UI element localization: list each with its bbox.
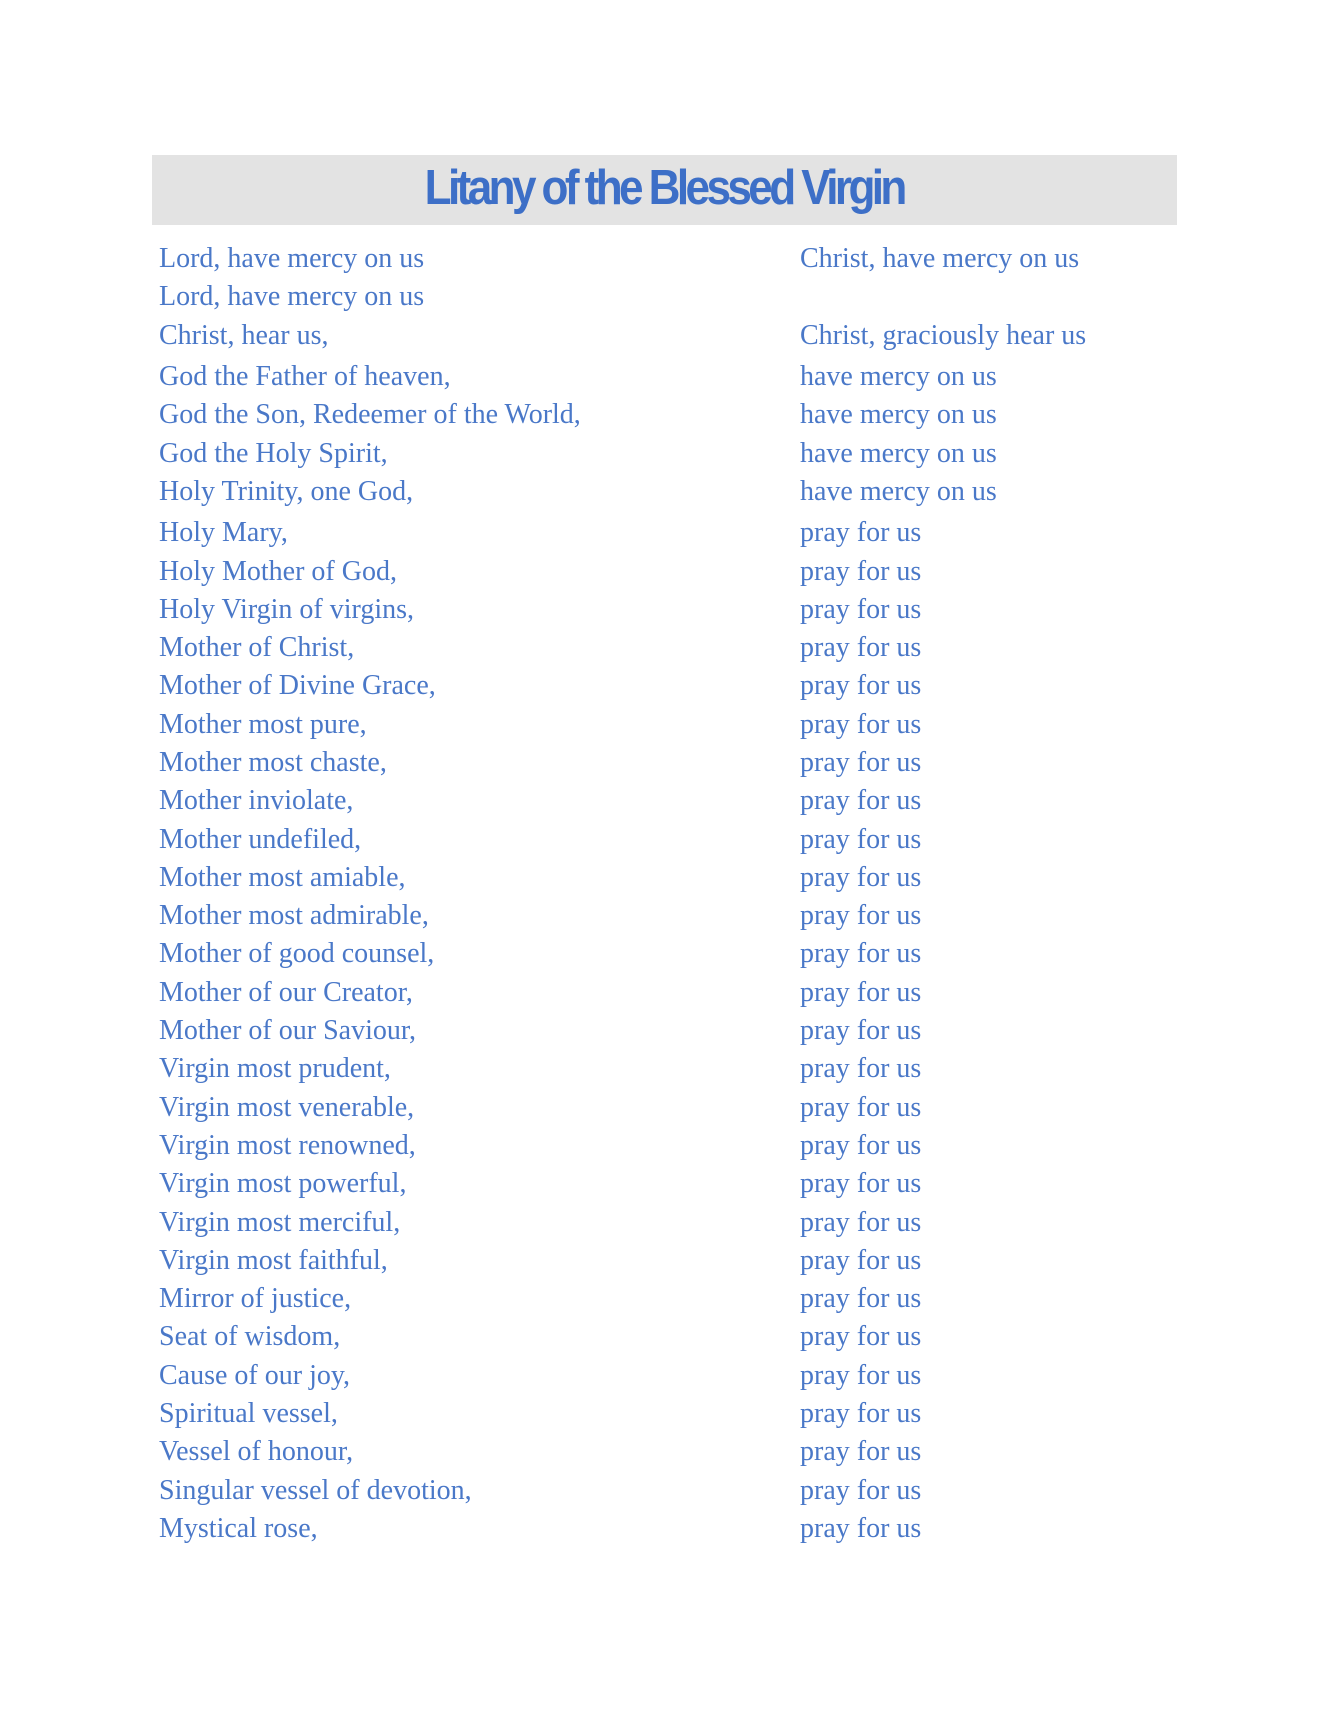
litany-row [159,1203,1159,1241]
invocation-text: Mother undefiled, [159,823,362,855]
invocation-text: Mirror of justice, [159,1283,352,1315]
litany-row [159,1510,1159,1548]
response-text: pray for us [800,785,922,817]
invocation-text: Lord, have mercy on us [159,281,425,313]
invocation-text: God the Father of heaven, [159,361,451,393]
litany-row [159,552,1159,590]
response-text: have mercy on us [800,361,997,393]
litany-row [159,473,1159,511]
invocation-text: Singular vessel of devotion, [159,1474,472,1506]
litany-row [159,859,1159,897]
invocation-text: Lord, have mercy on us [159,243,425,275]
response-text: pray for us [800,900,922,932]
invocation-text: Holy Virgin of virgins, [159,593,415,625]
response-text: pray for us [800,593,922,625]
invocation-text: God the Holy Spirit, [159,437,388,469]
invocation-text: Mother of Christ, [159,632,355,664]
response-text: pray for us [800,1015,922,1047]
invocation-text: Mother most amiable, [159,861,406,893]
litany-row [159,1165,1159,1203]
response-text: pray for us [800,555,922,587]
invocation-text: Vessel of honour, [159,1436,354,1468]
invocation-text: God the Son, Redeemer of the World, [159,399,581,431]
litany-row [159,317,1159,355]
response-text: pray for us [800,1091,922,1123]
litany-row [159,514,1159,552]
invocation-text: Holy Mother of God, [159,555,397,587]
invocation-text: Mother of our Saviour, [159,1015,417,1047]
response-text: pray for us [800,1283,922,1315]
page-title: Litany of the Blessed Virgin [424,160,905,215]
response-text: have mercy on us [800,399,997,431]
invocation-text: Mother of Divine Grace, [159,670,436,702]
litany-row [159,1012,1159,1050]
litany-row [159,358,1159,396]
invocation-text: Virgin most prudent, [159,1053,391,1085]
response-text: pray for us [800,861,922,893]
invocation-text: Virgin most powerful, [159,1168,407,1200]
response-text: have mercy on us [800,475,997,507]
response-text: pray for us [800,1206,922,1238]
litany-row [159,1050,1159,1088]
invocation-text: Holy Mary, [159,517,288,549]
response-text: pray for us [800,708,922,740]
response-text: Christ, have mercy on us [800,243,1080,275]
litany-row [159,434,1159,472]
litany-row [159,706,1159,744]
response-text: pray for us [800,1321,922,1353]
invocation-text: Cause of our joy, [159,1359,351,1391]
response-text: Christ, graciously hear us [800,319,1087,351]
response-text: pray for us [800,632,922,664]
litany-row [159,591,1159,629]
litany-row [159,1395,1159,1433]
litany-row [159,935,1159,973]
litany-row [159,278,1159,316]
litany-row [159,1280,1159,1318]
invocation-text: Seat of wisdom, [159,1321,341,1353]
response-text: pray for us [800,1474,922,1506]
invocation-text: Mother inviolate, [159,785,354,817]
response-text: pray for us [800,517,922,549]
response-text: pray for us [800,1359,922,1391]
litany-row [159,667,1159,705]
response-text: pray for us [800,1129,922,1161]
response-text: pray for us [800,1398,922,1430]
litany-row [159,629,1159,667]
response-text: have mercy on us [800,437,997,469]
litany-row [159,1433,1159,1471]
response-text: pray for us [800,1053,922,1085]
litany-row [159,1242,1159,1280]
litany-row [159,744,1159,782]
invocation-text: Holy Trinity, one God, [159,475,414,507]
response-text: pray for us [800,747,922,778]
litany-row [159,1127,1159,1165]
response-text: pray for us [800,1244,922,1276]
litany-list [159,240,1159,1548]
litany-row [159,820,1159,858]
invocation-text: Mother most admirable, [159,900,429,932]
litany-row [159,240,1159,278]
litany-row [159,974,1159,1012]
invocation-text: Mother most chaste, [159,747,387,778]
litany-row [159,1089,1159,1127]
invocation-text: Virgin most faithful, [159,1244,388,1276]
response-text: pray for us [800,823,922,855]
invocation-text: Spiritual vessel, [159,1398,338,1430]
response-text: pray for us [800,1436,922,1468]
invocation-text: Mystical rose, [159,1512,318,1544]
litany-row [159,897,1159,935]
litany-row [159,1472,1159,1510]
litany-row [159,1357,1159,1395]
response-text: pray for us [800,976,922,1008]
invocation-text: Virgin most merciful, [159,1206,401,1238]
title-bar [152,155,1177,225]
invocation-text: Virgin most renowned, [159,1129,416,1161]
response-text: pray for us [800,1512,922,1544]
response-text: pray for us [800,670,922,702]
invocation-text: Virgin most venerable, [159,1091,415,1123]
invocation-text: Mother of our Creator, [159,976,413,1008]
invocation-text: Christ, hear us, [159,319,329,351]
response-text: pray for us [800,1168,922,1200]
litany-row [159,782,1159,820]
response-text: pray for us [800,938,922,970]
litany-row [159,396,1159,434]
invocation-text: Mother most pure, [159,708,367,740]
invocation-text: Mother of good counsel, [159,938,435,970]
litany-row [159,1318,1159,1356]
